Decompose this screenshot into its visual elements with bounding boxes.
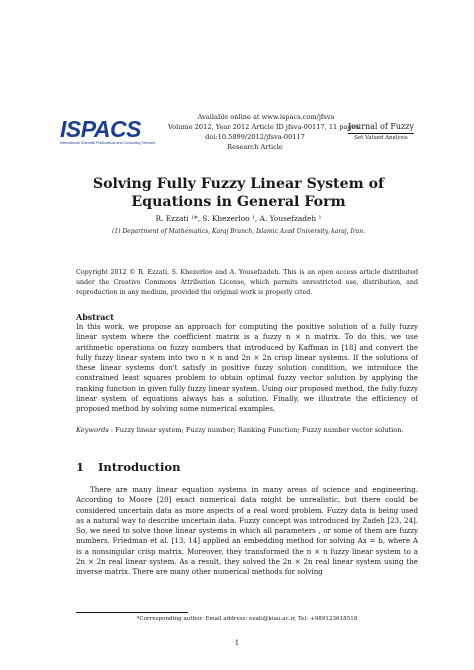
keywords-line	[76, 425, 418, 435]
section-title: Introduction	[98, 460, 181, 474]
doi-line: doi:10.5899/2012/jfsva-00117	[205, 133, 305, 141]
copyright-notice: Copyright 2012 © R. Ezzati, S. Khezerloo and A. Yousefzadeh. This is an open access article distributed under the Creative Commons Attribution License, which permits unrestricted use, distribution, and reproduction in any medium, provided the original work is properly cited.	[76, 269, 418, 296]
abstract-body: In this work, we propose an approach for computing the positive solution of a fully fuzzy linear system where the coefficient matrix is a fuzzy n × n matrix. To do this, we use arithmetic operations on fuzzy numbers that introduced by Kaffman in [18] and convert the fully fuzzy linear system into two n × n and 2n × 2n crisp linear systems. If the solutions of these linear systems don't satisfy in positive fuzzy solution condition, we introduce the constrained least squares problem to obtain optimal fuzzy vector solution by applying the ranking function in given fully fuzzy linear system. Using our proposed method, the fully fuzzy linear system of equations always has a solution. Finally, we illustrate the efficiency of proposed method by solving some numerical examples.	[76, 322, 418, 414]
journal-divider	[348, 133, 414, 134]
footnote: *Corresponding author. Email address: ezati@kiau.ac.ir, Tel: +989123618518	[136, 616, 358, 622]
article-header	[168, 112, 358, 152]
page-number: 1	[234, 638, 240, 647]
journal-name: Journal of Fuzzy	[348, 122, 414, 131]
publisher-logo	[60, 118, 158, 145]
introduction-paragraph: There are many linear equation systems in many areas of science and engineering. According to Moore [20] exact numerical data might be unrealistic, but there could be considered uncertain data as more aspects of a real word problem. Fuzzy data is being used as a natural way to describe uncertain data. Fuzzy concept was introduced by Zadeh [23, 24]. So, we need to solve those linear systems in which all parameters , or some of them are fuzzy numbers. Friedman et al. [13, 14] applied an embedding method for solving Ax = b, where A is a nonsingular crisp matrix. Moreover, they transformed the n × n fuzzy linear system to a 2n × 2n real linear system. As a result, they solved the 2n × 2n real linear system using the inverse matrix. There are many other numerical methods for solving	[76, 485, 418, 577]
section-heading	[76, 460, 181, 474]
keywords-label: Keywords	[76, 426, 109, 434]
volume-line: Volume 2012, Year 2012 Article ID jfsva-00117, 11 pages	[168, 123, 359, 131]
section-number: 1	[76, 460, 85, 474]
abstract-heading: Abstract	[76, 312, 114, 322]
available-online-line: Available online at www.ispacs.com/jfsva	[197, 113, 335, 121]
journal-badge	[346, 122, 416, 142]
logo-wordmark: ISPACS	[60, 116, 141, 142]
author-list: R. Ezzati ¹*, S. Khezerloo ¹, A. Yousefzadeh ¹	[155, 214, 322, 223]
journal-subtitle: Set Valued Analysis	[354, 135, 408, 141]
paper-title: Solving Fully Fuzzy Linear System of Equations in General Form	[92, 176, 385, 210]
logo-subtitle: International Scientific Publications and Consulting Services	[60, 141, 156, 145]
keywords-text: : Fuzzy linear system; Fuzzy number; Ranking Function; Fuzzy number vector solution.	[110, 426, 404, 434]
affiliation: (1) Department of Mathematics, Karaj Branch, Islamic Azad University, karaj, Iran.	[111, 228, 366, 235]
article-type: Research Article	[227, 143, 283, 151]
footnote-rule	[76, 612, 188, 613]
